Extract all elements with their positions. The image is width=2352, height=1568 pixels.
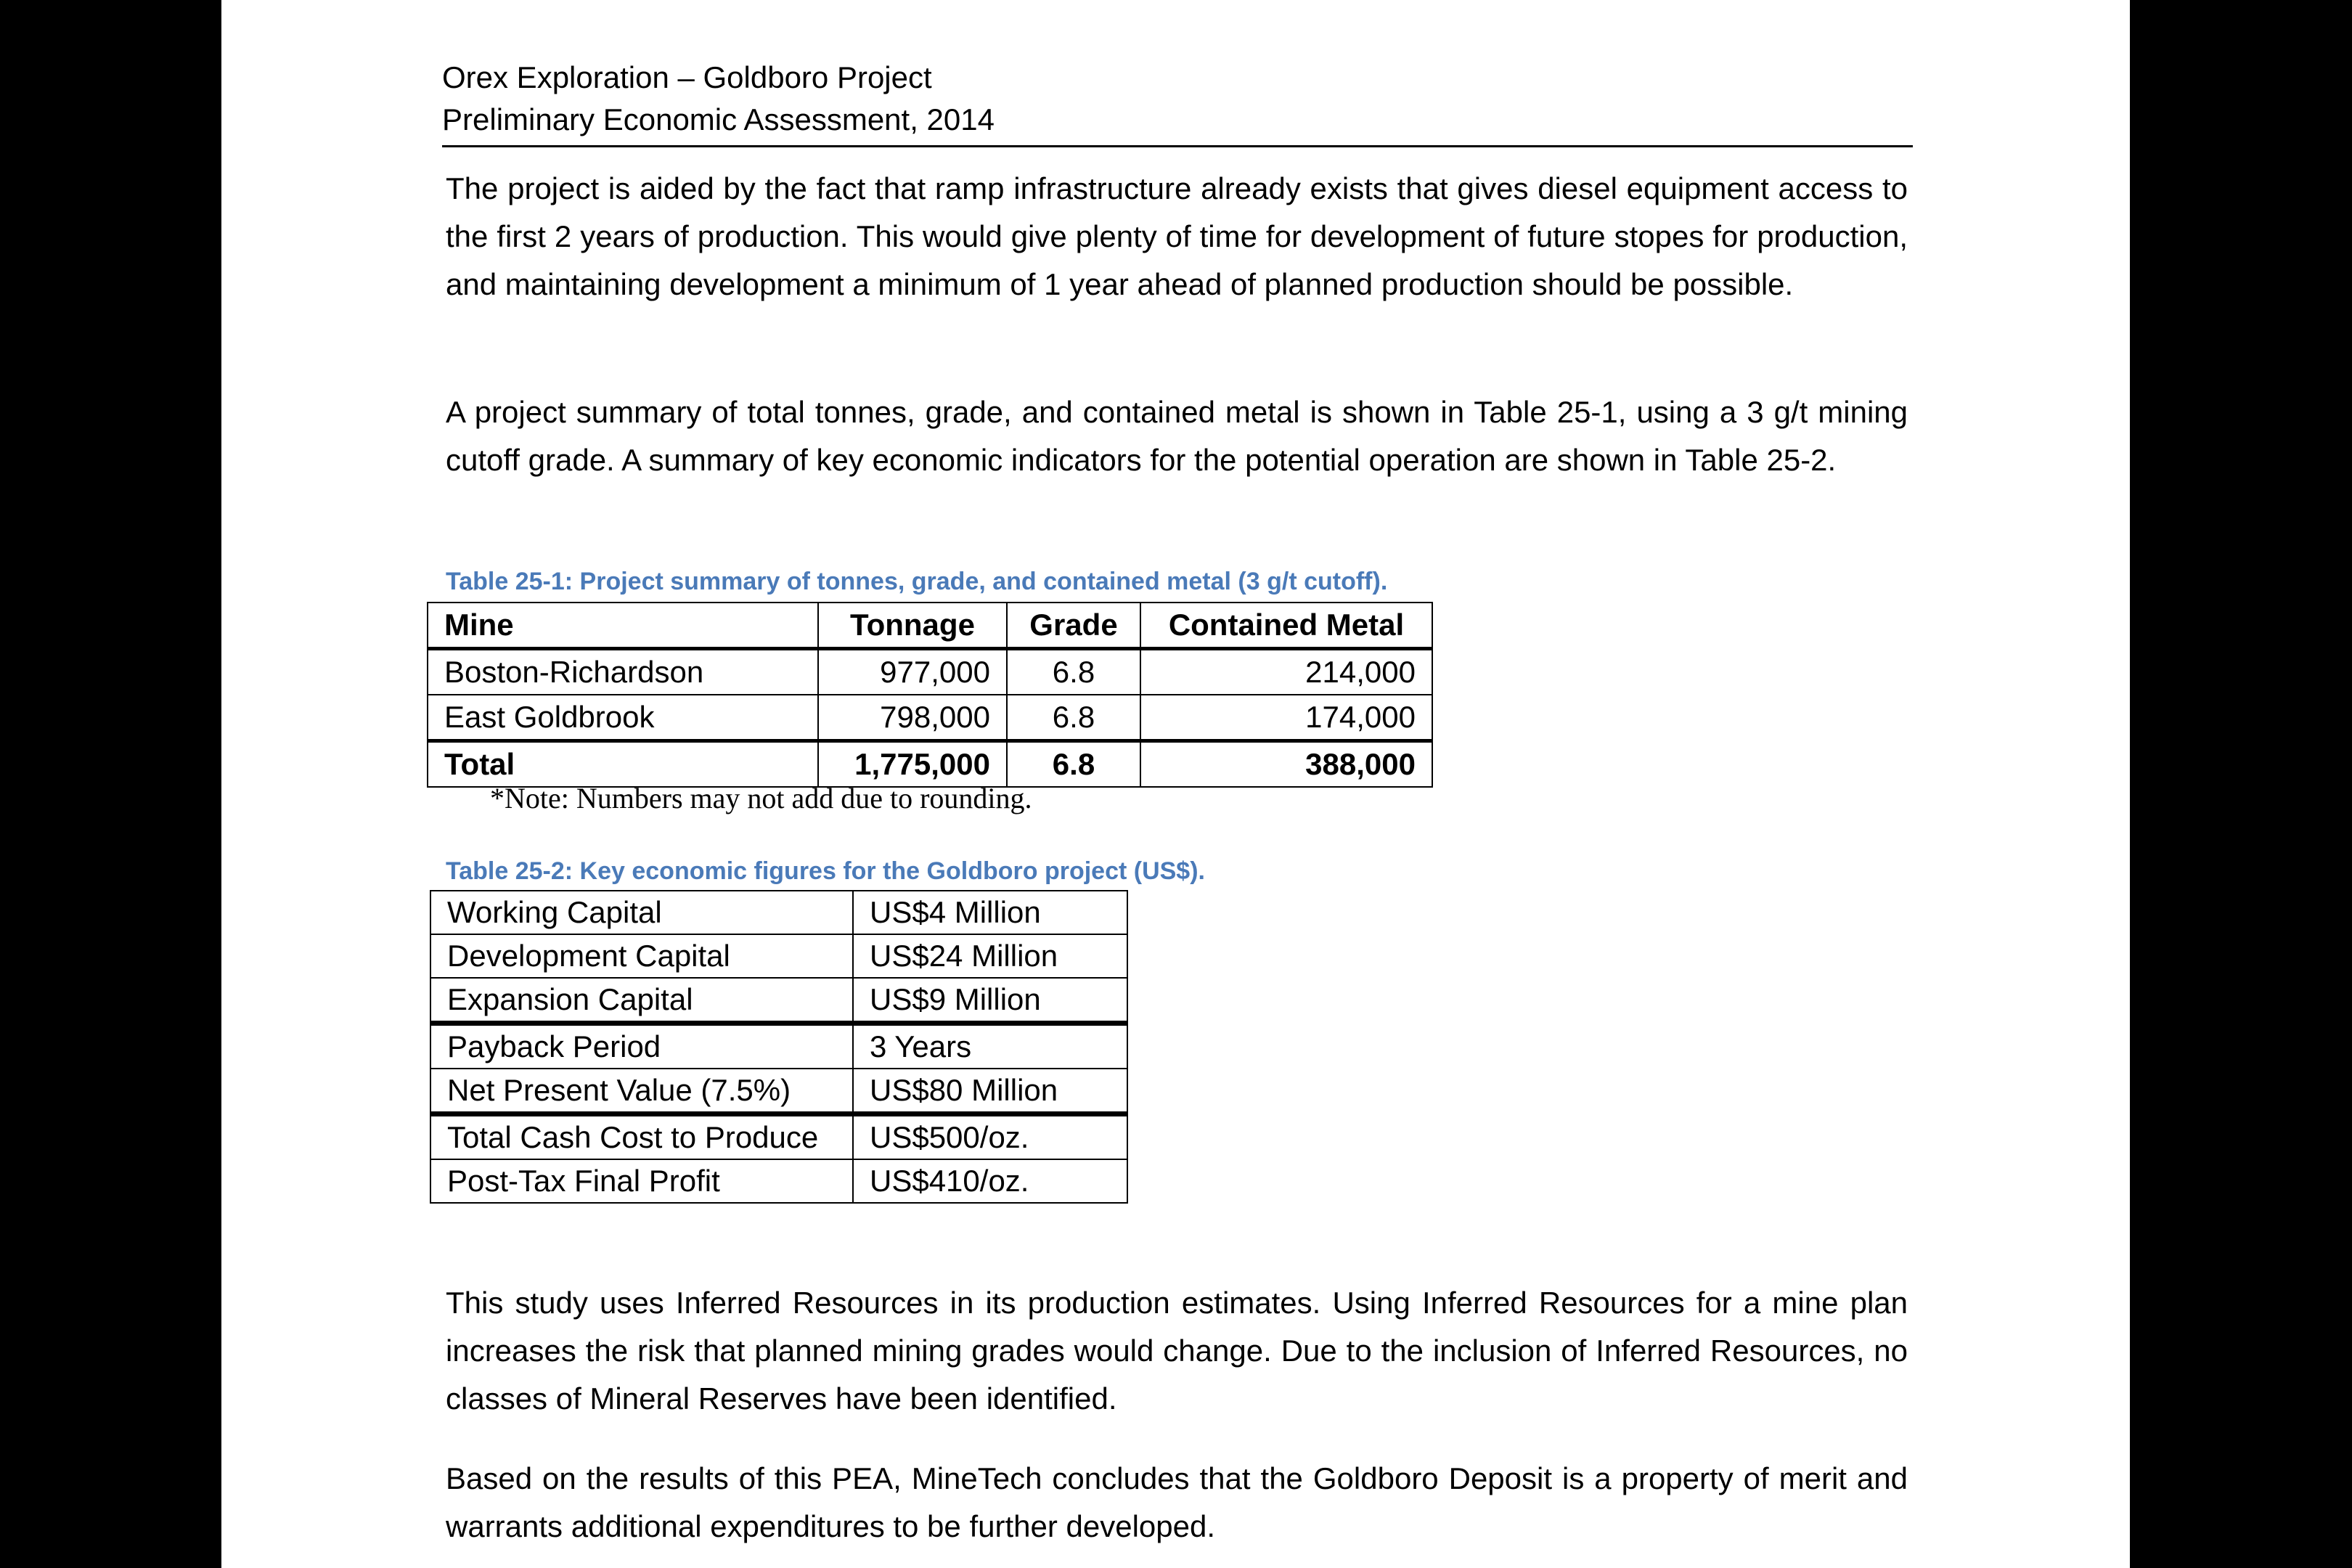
figure-label-cell: Working Capital	[430, 891, 853, 934]
column-header-contained-metal: Contained Metal	[1140, 603, 1432, 649]
tonnage-cell: 798,000	[818, 695, 1007, 741]
paragraph-ramp-infrastructure: The project is aided by the fact that ramp infrastructure already exists that gives diesel equipment access to the first 2 years of production. This would give plenty of time for development of future stopes for production, and maintaining development a minimum of 1 year ahead of planned production should be possible.	[446, 171, 1908, 301]
figure-value-cell: US$410/oz.	[853, 1159, 1127, 1203]
document-page	[221, 0, 2130, 1568]
grade-cell: 6.8	[1007, 695, 1140, 741]
figure-value-cell: 3 Years	[853, 1024, 1127, 1069]
paragraph-inferred-resources: This study uses Inferred Resources in its production estimates. Using Inferred Resources for a mine plan increases the risk that planned mining grades would change. Due to the inclusion of Inferred Resources, no classes of Mineral Reserves have been identified.	[446, 1286, 1908, 1416]
table-header-row	[428, 603, 1432, 649]
mine-cell: Boston-Richardson	[428, 649, 818, 695]
grade-cell: 6.8	[1007, 649, 1140, 695]
figure-label-cell: Total Cash Cost to Produce	[430, 1114, 853, 1160]
table1-note: *Note: Numbers may not add due to rounding.	[490, 782, 1032, 814]
total-grade-cell: 6.8	[1007, 741, 1140, 788]
table1-caption: Table 25-1: Project summary of tonnes, grade, and contained metal (3 g/t cutoff).	[446, 568, 1388, 595]
figure-value-cell: US$4 Million	[853, 891, 1127, 934]
project-summary-table	[427, 602, 1433, 788]
figure-value-cell: US$500/oz.	[853, 1114, 1127, 1160]
figure-label-cell: Net Present Value (7.5%)	[430, 1069, 853, 1114]
figure-value-cell: US$80 Million	[853, 1069, 1127, 1114]
table-row	[430, 934, 1127, 978]
contained-metal-cell: 174,000	[1140, 695, 1432, 741]
table-row	[430, 1114, 1127, 1160]
mine-cell: East Goldbrook	[428, 695, 818, 741]
tonnage-cell: 977,000	[818, 649, 1007, 695]
table-total-row	[428, 741, 1432, 788]
figure-label-cell: Development Capital	[430, 934, 853, 978]
column-header-tonnage: Tonnage	[818, 603, 1007, 649]
table-row	[430, 978, 1127, 1024]
table-row	[430, 1024, 1127, 1069]
total-tonnage-cell: 1,775,000	[818, 741, 1007, 788]
paragraph-conclusion: Based on the results of this PEA, MineTech concludes that the Goldboro Deposit is a property of merit and warrants additional expenditures to be further developed.	[446, 1461, 1908, 1543]
column-header-grade: Grade	[1007, 603, 1140, 649]
page-header	[442, 57, 1913, 147]
table-row	[430, 1159, 1127, 1203]
column-header-mine: Mine	[428, 603, 818, 649]
total-label-cell: Total	[428, 741, 818, 788]
figure-label-cell: Post-Tax Final Profit	[430, 1159, 853, 1203]
total-contained-metal-cell: 388,000	[1140, 741, 1432, 788]
figure-label-cell: Expansion Capital	[430, 978, 853, 1024]
table-row	[430, 1069, 1127, 1114]
economic-figures-table	[430, 890, 1128, 1204]
figure-label-cell: Payback Period	[430, 1024, 853, 1069]
paragraph-project-summary: A project summary of total tonnes, grade, and contained metal is shown in Table 25-1, using a 3 g/t mining cutoff grade. A summary of key economic indicators for the potential operation are shown in Table 25-2.	[446, 395, 1908, 477]
table-row	[428, 695, 1432, 741]
header-title: Orex Exploration – Goldboro Project	[442, 60, 932, 94]
table2-caption: Table 25-2: Key economic figures for the Goldboro project (US$).	[446, 857, 1205, 885]
figure-value-cell: US$9 Million	[853, 978, 1127, 1024]
header-subtitle: Preliminary Economic Assessment, 2014	[442, 102, 995, 136]
contained-metal-cell: 214,000	[1140, 649, 1432, 695]
figure-value-cell: US$24 Million	[853, 934, 1127, 978]
table-row	[430, 891, 1127, 934]
table-row	[428, 649, 1432, 695]
